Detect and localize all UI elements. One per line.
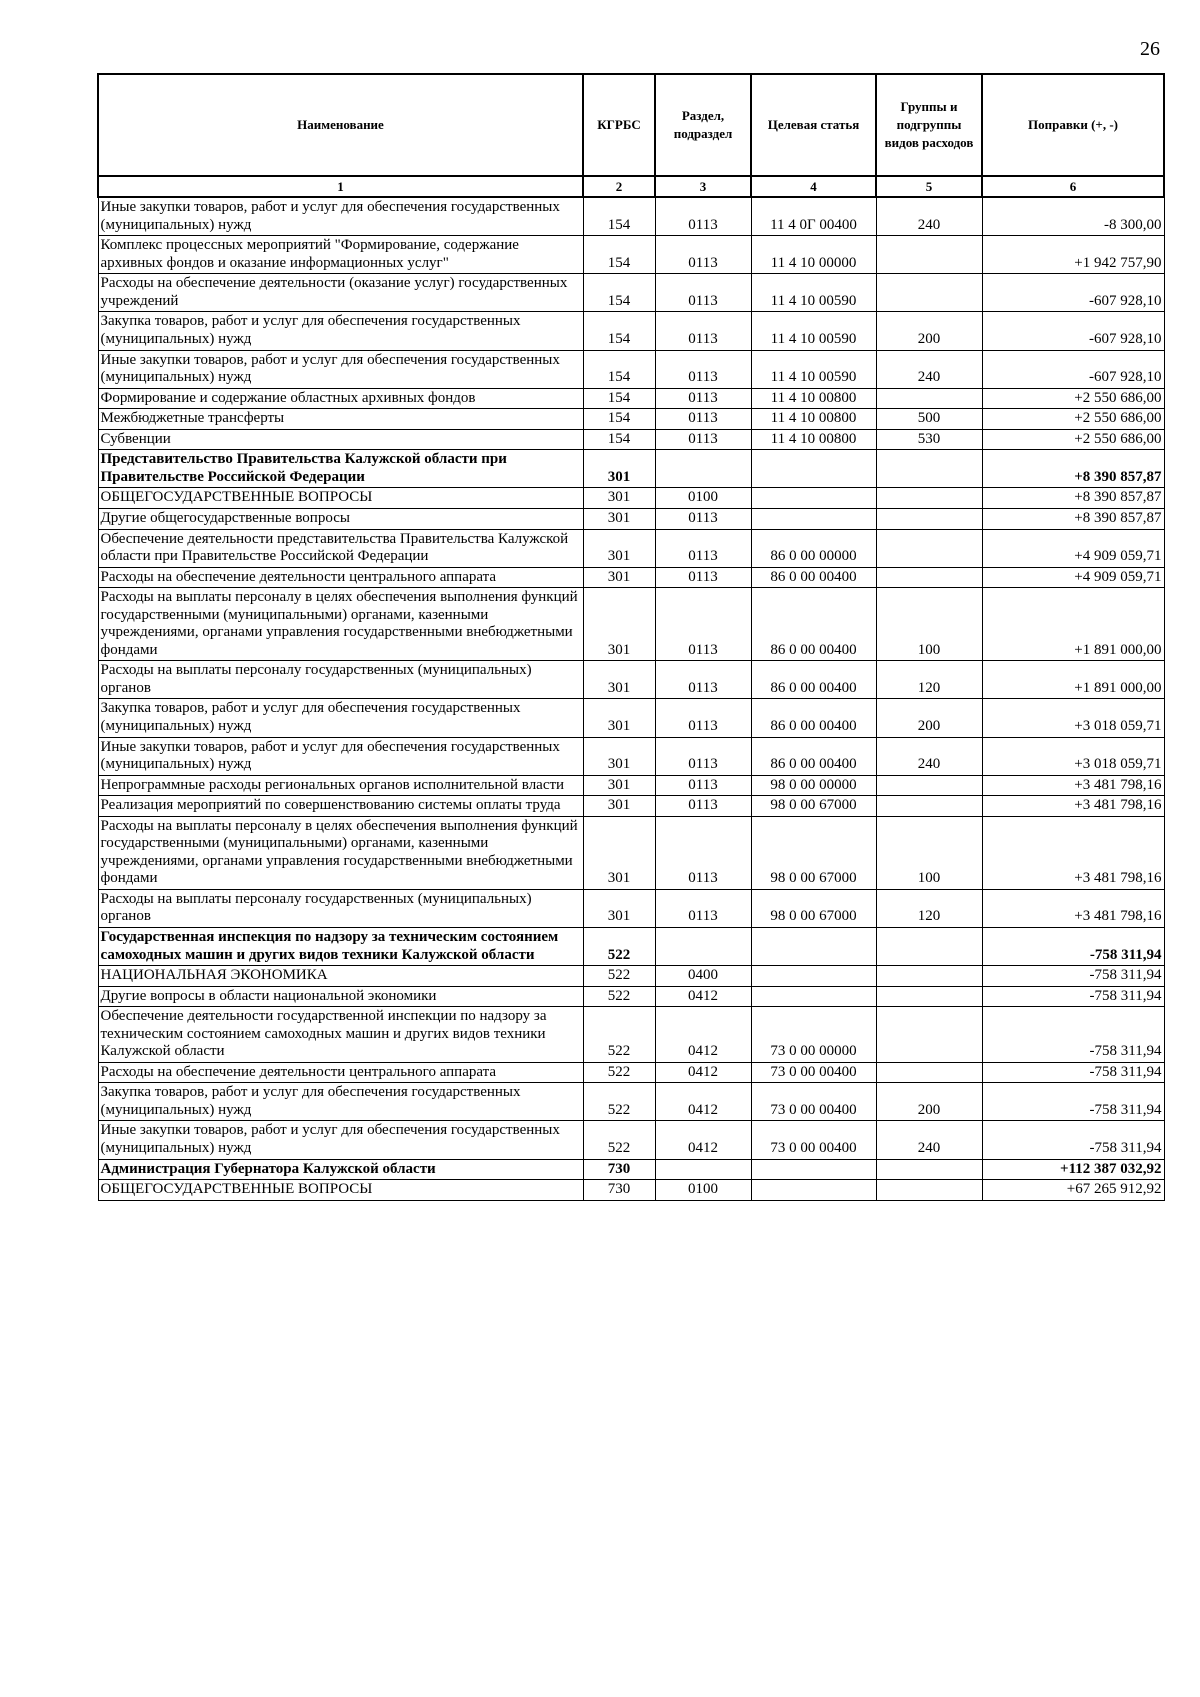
header-name: Наименование: [98, 74, 583, 176]
row-amount: +112 387 032,92: [982, 1159, 1164, 1180]
row-expense-group: [876, 236, 982, 274]
row-section: 0113: [655, 889, 751, 927]
row-expense-group: [876, 529, 982, 567]
header-expense-group: Группы и подгруппы видов расходов: [876, 74, 982, 176]
row-expense-group: [876, 1180, 982, 1201]
row-amount: -607 928,10: [982, 350, 1164, 388]
table-row: [98, 197, 1164, 236]
row-target-article: 98 0 00 67000: [751, 889, 876, 927]
row-name: Другие вопросы в области национальной экономики: [98, 986, 583, 1007]
table-row: [98, 567, 1164, 588]
row-expense-group: [876, 966, 982, 987]
table-row: [98, 274, 1164, 312]
row-section: 0113: [655, 236, 751, 274]
row-amount: +1 891 000,00: [982, 588, 1164, 661]
row-kgrbs: 154: [583, 312, 655, 350]
row-kgrbs: 730: [583, 1159, 655, 1180]
row-name: Другие общегосударственные вопросы: [98, 508, 583, 529]
row-kgrbs: 301: [583, 567, 655, 588]
row-kgrbs: 301: [583, 508, 655, 529]
table-row: [98, 816, 1164, 889]
row-expense-group: [876, 508, 982, 529]
row-expense-group: 200: [876, 1083, 982, 1121]
table-row: [98, 429, 1164, 450]
row-kgrbs: 154: [583, 409, 655, 430]
row-name: Комплекс процессных мероприятий "Формирование, содержание архивных фондов и оказание информационных услуг": [98, 236, 583, 274]
table-row: [98, 529, 1164, 567]
row-target-article: [751, 508, 876, 529]
table-row: [98, 1121, 1164, 1159]
row-name: Закупка товаров, работ и услуг для обеспечения государственных (муниципальных) нужд: [98, 312, 583, 350]
row-kgrbs: 301: [583, 889, 655, 927]
row-amount: +1 942 757,90: [982, 236, 1164, 274]
row-kgrbs: 522: [583, 986, 655, 1007]
row-amount: -758 311,94: [982, 1083, 1164, 1121]
row-amount: +2 550 686,00: [982, 409, 1164, 430]
row-expense-group: [876, 488, 982, 509]
row-amount: +3 018 059,71: [982, 737, 1164, 775]
row-kgrbs: 522: [583, 1121, 655, 1159]
table-row: [98, 388, 1164, 409]
row-section: 0113: [655, 661, 751, 699]
row-amount: +1 891 000,00: [982, 661, 1164, 699]
row-target-article: 11 4 10 00000: [751, 236, 876, 274]
row-target-article: 11 4 0Г 00400: [751, 197, 876, 236]
row-kgrbs: 301: [583, 737, 655, 775]
row-target-article: [751, 927, 876, 965]
row-expense-group: [876, 986, 982, 1007]
row-section: [655, 1159, 751, 1180]
row-name: Расходы на выплаты персоналу в целях обеспечения выполнения функций государственными (муниципальными) органами, казенными учреждениями, органами управления государственными внебюджетными фондами: [98, 816, 583, 889]
row-target-article: 98 0 00 67000: [751, 816, 876, 889]
row-section: 0400: [655, 966, 751, 987]
table-row: [98, 409, 1164, 430]
table-row: [98, 508, 1164, 529]
row-expense-group: 240: [876, 350, 982, 388]
row-target-article: 86 0 00 00400: [751, 567, 876, 588]
row-expense-group: [876, 274, 982, 312]
table-row: [98, 236, 1164, 274]
row-section: 0113: [655, 737, 751, 775]
row-section: 0113: [655, 588, 751, 661]
row-section: 0412: [655, 1007, 751, 1063]
row-kgrbs: 301: [583, 529, 655, 567]
row-section: 0113: [655, 529, 751, 567]
row-kgrbs: 522: [583, 927, 655, 965]
row-amount: +8 390 857,87: [982, 488, 1164, 509]
row-kgrbs: 522: [583, 1083, 655, 1121]
row-target-article: 86 0 00 00400: [751, 661, 876, 699]
row-amount: -758 311,94: [982, 966, 1164, 987]
row-name: Субвенции: [98, 429, 583, 450]
row-amount: -758 311,94: [982, 1121, 1164, 1159]
row-expense-group: [876, 1159, 982, 1180]
row-name: Закупка товаров, работ и услуг для обеспечения государственных (муниципальных) нужд: [98, 699, 583, 737]
header-row: [98, 74, 1164, 176]
row-name: Обеспечение деятельности представительства Правительства Калужской области при Правительстве Российской Федерации: [98, 529, 583, 567]
row-name: Расходы на обеспечение деятельности (оказание услуг) государственных учреждений: [98, 274, 583, 312]
row-expense-group: 240: [876, 197, 982, 236]
column-number: 3: [655, 176, 751, 197]
row-target-article: 11 4 10 00590: [751, 312, 876, 350]
row-amount: -758 311,94: [982, 1007, 1164, 1063]
row-section: 0113: [655, 409, 751, 430]
table-row: [98, 1083, 1164, 1121]
row-kgrbs: 301: [583, 588, 655, 661]
row-expense-group: [876, 775, 982, 796]
row-kgrbs: 154: [583, 197, 655, 236]
row-name: Расходы на выплаты персоналу государственных (муниципальных) органов: [98, 661, 583, 699]
row-section: [655, 927, 751, 965]
row-expense-group: 120: [876, 661, 982, 699]
row-kgrbs: 154: [583, 429, 655, 450]
column-number: 4: [751, 176, 876, 197]
row-section: 0113: [655, 567, 751, 588]
row-name: НАЦИОНАЛЬНАЯ ЭКОНОМИКА: [98, 966, 583, 987]
row-amount: -607 928,10: [982, 274, 1164, 312]
table-row: [98, 699, 1164, 737]
row-name: Формирование и содержание областных архивных фондов: [98, 388, 583, 409]
row-name: Закупка товаров, работ и услуг для обеспечения государственных (муниципальных) нужд: [98, 1083, 583, 1121]
column-number: 1: [98, 176, 583, 197]
row-target-article: 86 0 00 00400: [751, 737, 876, 775]
page-number: 26: [1140, 38, 1160, 60]
table-row: [98, 986, 1164, 1007]
row-name: Расходы на обеспечение деятельности центрального аппарата: [98, 567, 583, 588]
row-name: Иные закупки товаров, работ и услуг для обеспечения государственных (муниципальных) нужд: [98, 1121, 583, 1159]
row-kgrbs: 522: [583, 1007, 655, 1063]
row-name: Обеспечение деятельности государственной инспекции по надзору за техническим состоянием самоходных машин и других видов техники Калужской области: [98, 1007, 583, 1063]
row-amount: -758 311,94: [982, 927, 1164, 965]
row-section: 0113: [655, 274, 751, 312]
table-row: [98, 796, 1164, 817]
row-section: 0113: [655, 699, 751, 737]
row-amount: +2 550 686,00: [982, 388, 1164, 409]
row-name: Государственная инспекция по надзору за техническим состоянием самоходных машин и других видов техники Калужской области: [98, 927, 583, 965]
row-target-article: 86 0 00 00400: [751, 588, 876, 661]
row-amount: +3 018 059,71: [982, 699, 1164, 737]
header-target-article: Целевая статья: [751, 74, 876, 176]
row-name: Расходы на выплаты персоналу государственных (муниципальных) органов: [98, 889, 583, 927]
row-expense-group: 120: [876, 889, 982, 927]
table-row: [98, 312, 1164, 350]
table-row: [98, 775, 1164, 796]
row-section: 0113: [655, 312, 751, 350]
row-kgrbs: 154: [583, 388, 655, 409]
row-target-article: [751, 488, 876, 509]
row-target-article: 73 0 00 00400: [751, 1083, 876, 1121]
row-name: Иные закупки товаров, работ и услуг для обеспечения государственных (муниципальных) нужд: [98, 737, 583, 775]
row-kgrbs: 154: [583, 274, 655, 312]
row-expense-group: 100: [876, 816, 982, 889]
row-target-article: 11 4 10 00800: [751, 429, 876, 450]
row-target-article: 98 0 00 00000: [751, 775, 876, 796]
table-row: [98, 1159, 1164, 1180]
table-row: [98, 737, 1164, 775]
row-section: 0113: [655, 350, 751, 388]
row-amount: +3 481 798,16: [982, 816, 1164, 889]
row-section: 0113: [655, 775, 751, 796]
row-expense-group: 200: [876, 699, 982, 737]
row-target-article: 11 4 10 00590: [751, 274, 876, 312]
row-expense-group: 500: [876, 409, 982, 430]
row-kgrbs: 154: [583, 236, 655, 274]
row-target-article: [751, 1159, 876, 1180]
row-expense-group: 200: [876, 312, 982, 350]
row-name: Реализация мероприятий по совершенствованию системы оплаты труда: [98, 796, 583, 817]
row-section: 0113: [655, 816, 751, 889]
row-amount: +3 481 798,16: [982, 775, 1164, 796]
row-amount: -758 311,94: [982, 1062, 1164, 1083]
table-row: [98, 350, 1164, 388]
row-kgrbs: 301: [583, 661, 655, 699]
row-amount: +8 390 857,87: [982, 508, 1164, 529]
row-expense-group: [876, 450, 982, 488]
column-number: 2: [583, 176, 655, 197]
row-kgrbs: 522: [583, 966, 655, 987]
row-amount: +3 481 798,16: [982, 889, 1164, 927]
row-expense-group: 100: [876, 588, 982, 661]
row-section: 0113: [655, 508, 751, 529]
row-kgrbs: 301: [583, 816, 655, 889]
header-amendments: Поправки (+, -): [982, 74, 1164, 176]
table-row: [98, 588, 1164, 661]
row-name: ОБЩЕГОСУДАРСТВЕННЫЕ ВОПРОСЫ: [98, 1180, 583, 1201]
table-row: [98, 1062, 1164, 1083]
column-number: 6: [982, 176, 1164, 197]
column-number: 5: [876, 176, 982, 197]
row-name: Непрограммные расходы региональных органов исполнительной власти: [98, 775, 583, 796]
row-kgrbs: 301: [583, 699, 655, 737]
row-section: 0412: [655, 986, 751, 1007]
row-section: 0412: [655, 1083, 751, 1121]
row-target-article: 98 0 00 67000: [751, 796, 876, 817]
row-name: Межбюджетные трансферты: [98, 409, 583, 430]
row-name: Представительство Правительства Калужской области при Правительстве Российской Федерации: [98, 450, 583, 488]
row-name: ОБЩЕГОСУДАРСТВЕННЫЕ ВОПРОСЫ: [98, 488, 583, 509]
row-section: 0113: [655, 796, 751, 817]
row-expense-group: 240: [876, 737, 982, 775]
table-row: [98, 966, 1164, 987]
row-section: 0412: [655, 1062, 751, 1083]
row-amount: +4 909 059,71: [982, 567, 1164, 588]
row-section: 0412: [655, 1121, 751, 1159]
row-target-article: [751, 1180, 876, 1201]
header-kgrbs: КГРБС: [583, 74, 655, 176]
table-row: [98, 450, 1164, 488]
row-target-article: 11 4 10 00800: [751, 388, 876, 409]
row-expense-group: [876, 796, 982, 817]
row-amount: -8 300,00: [982, 197, 1164, 236]
row-section: 0100: [655, 488, 751, 509]
table-row: [98, 488, 1164, 509]
row-target-article: [751, 966, 876, 987]
row-name: Иные закупки товаров, работ и услуг для обеспечения государственных (муниципальных) нужд: [98, 350, 583, 388]
row-amount: +67 265 912,92: [982, 1180, 1164, 1201]
header-section: Раздел, подраздел: [655, 74, 751, 176]
row-section: 0113: [655, 388, 751, 409]
table-row: [98, 1007, 1164, 1063]
row-kgrbs: 522: [583, 1062, 655, 1083]
row-name: Администрация Губернатора Калужской области: [98, 1159, 583, 1180]
row-section: 0100: [655, 1180, 751, 1201]
row-section: 0113: [655, 197, 751, 236]
row-amount: +8 390 857,87: [982, 450, 1164, 488]
table-row: [98, 661, 1164, 699]
table-row: [98, 927, 1164, 965]
row-target-article: 73 0 00 00400: [751, 1121, 876, 1159]
table-row: [98, 889, 1164, 927]
row-kgrbs: 301: [583, 775, 655, 796]
row-kgrbs: 301: [583, 488, 655, 509]
row-amount: -758 311,94: [982, 986, 1164, 1007]
row-expense-group: 240: [876, 1121, 982, 1159]
row-target-article: 73 0 00 00000: [751, 1007, 876, 1063]
row-target-article: 73 0 00 00400: [751, 1062, 876, 1083]
row-expense-group: [876, 1007, 982, 1063]
row-amount: -607 928,10: [982, 312, 1164, 350]
row-target-article: 11 4 10 00800: [751, 409, 876, 430]
row-kgrbs: 301: [583, 796, 655, 817]
row-amount: +2 550 686,00: [982, 429, 1164, 450]
row-name: Расходы на выплаты персоналу в целях обеспечения выполнения функций государственными (муниципальными) органами, казенными учреждениями, органами управления государственными внебюджетными фондами: [98, 588, 583, 661]
row-kgrbs: 730: [583, 1180, 655, 1201]
row-kgrbs: 154: [583, 350, 655, 388]
row-target-article: 11 4 10 00590: [751, 350, 876, 388]
column-number-row: [98, 176, 1164, 197]
row-expense-group: [876, 567, 982, 588]
row-name: Иные закупки товаров, работ и услуг для обеспечения государственных (муниципальных) нужд: [98, 197, 583, 236]
row-target-article: [751, 986, 876, 1007]
row-target-article: 86 0 00 00400: [751, 699, 876, 737]
row-amount: +3 481 798,16: [982, 796, 1164, 817]
row-expense-group: [876, 388, 982, 409]
row-name: Расходы на обеспечение деятельности центрального аппарата: [98, 1062, 583, 1083]
row-expense-group: 530: [876, 429, 982, 450]
row-target-article: [751, 450, 876, 488]
row-amount: +4 909 059,71: [982, 529, 1164, 567]
table-row: [98, 1180, 1164, 1201]
row-kgrbs: 301: [583, 450, 655, 488]
row-section: 0113: [655, 429, 751, 450]
budget-amendments-table: [97, 73, 1165, 1201]
row-section: [655, 450, 751, 488]
row-target-article: 86 0 00 00000: [751, 529, 876, 567]
row-expense-group: [876, 1062, 982, 1083]
row-expense-group: [876, 927, 982, 965]
